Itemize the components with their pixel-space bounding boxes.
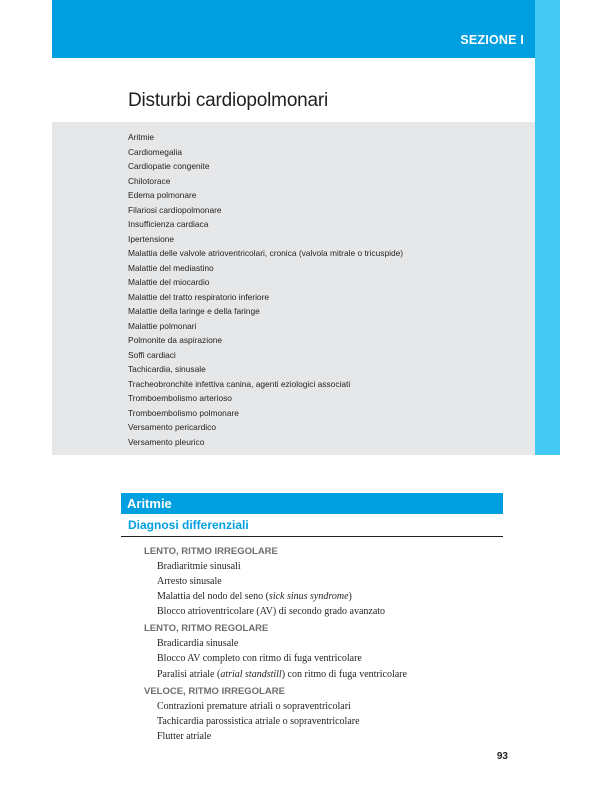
subtitle-divider [121,536,503,537]
list-item: Blocco AV completo con ritmo di fuga ventricolare [157,653,362,665]
section-label: SEZIONE I [460,33,524,47]
topic-item: Malattia delle valvole atrioventricolari, cronica (valvola mitrale o tricuspide) [128,248,404,258]
differential-diagnosis-list [144,544,504,744]
article-subtitle: Diagnosi differenziali [128,518,249,532]
list-item: Arresto sinusale [157,576,222,588]
topic-item: Tracheobronchite infettiva canina, agenti eziologici associati [128,378,351,389]
topic-item: Versamento pleurico [128,436,205,447]
list-item: Tachicardia parossistica atriale o sopraventricolare [157,715,360,727]
list-item: Flutter atriale [157,730,212,742]
topic-item: Malattie del miocardio [128,277,210,287]
page-number: 93 [496,751,508,762]
item-text: ) [348,591,352,603]
topic-item: Malattie polmonari [128,320,197,331]
item-italic-term: atrial standstill [220,668,282,680]
group-heading: LENTO, RITMO IRREGOLARE [144,546,278,557]
topic-item: Tromboembolismo polmonare [128,407,239,418]
section-header-band [52,0,535,58]
chapter-title: Disturbi cardiopolmonari [128,90,329,111]
item-text: Paralisi atriale ( [157,668,221,680]
item-text: Malattia del nodo del seno ( [157,591,269,603]
section-edge-tab [535,0,560,455]
topic-item: Tachicardia, sinusale [128,364,206,374]
topic-item: Aritmie [128,132,155,142]
topic-item: Malattie della laringe e della faringe [128,306,260,316]
topic-item: Tromboembolismo arterioso [128,393,232,403]
topic-item: Malattie del tratto respiratorio inferiore [128,291,270,302]
topic-item: Edema polmonare [128,190,197,200]
list-item [144,667,504,682]
topic-item: Cardiopatie congenite [128,161,210,171]
group-heading: VELOCE, RITMO IRREGOLARE [144,685,285,697]
topic-item: Cardiomegalia [128,146,182,157]
article-title-bar: Aritmie [121,493,503,514]
list-item: Bradicardia sinusale [157,638,239,650]
chapter-topic-list [128,130,403,449]
list-item: Bradiaritmie sinusali [157,561,241,572]
item-text: ) con ritmo di fuga ventricolare [281,668,407,680]
topic-item: Versamento pericardico [128,422,216,432]
group-heading: LENTO, RITMO REGOLARE [144,623,269,635]
topic-item: Chilotorace [128,175,171,186]
topic-item: Polmonite da aspirazione [128,335,223,345]
item-italic-term: sick sinus syndrome [268,591,349,603]
topic-item: Insufficienza cardiaca [128,219,209,229]
list-item: Contrazioni premature atriali o sopraventricolari [157,700,351,712]
list-item [144,589,504,604]
topic-item: Soffi cardiaci [128,349,176,360]
list-item: Blocco atrioventricolare (AV) di secondo grado avanzato [157,606,386,618]
topic-item: Ipertensione [128,233,175,244]
topic-item: Malattie del mediastino [128,262,214,273]
topic-item: Filariosi cardiopolmonare [128,204,222,215]
